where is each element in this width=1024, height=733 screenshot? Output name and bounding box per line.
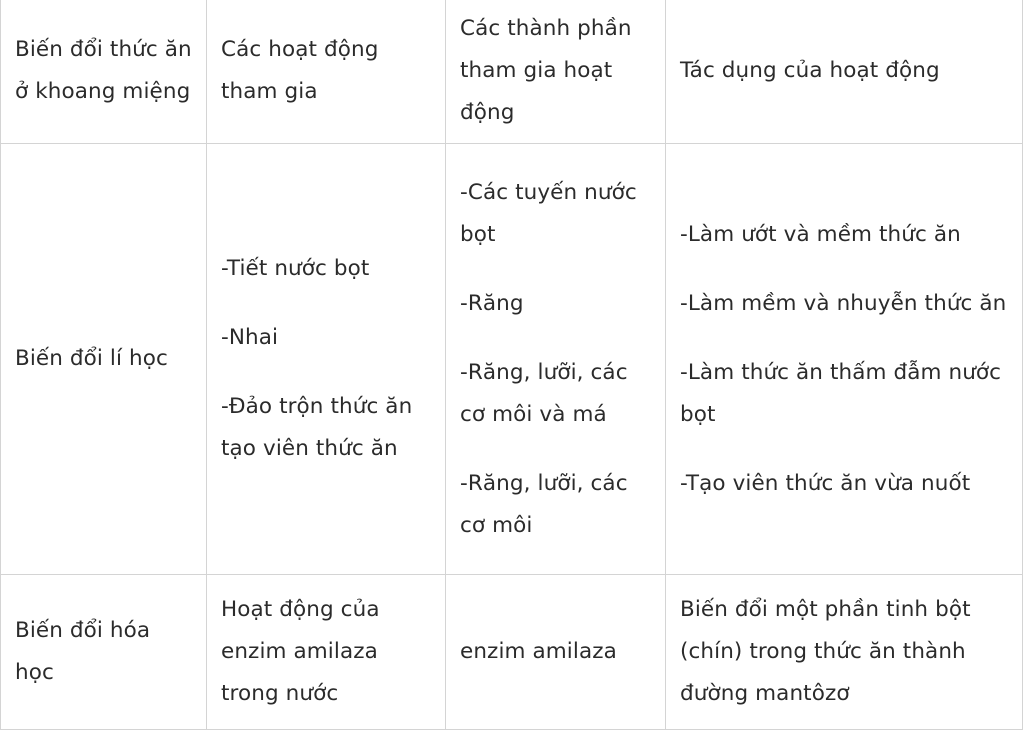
- cell-text: -Răng, lưỡi, các cơ môi: [460, 470, 628, 538]
- cell-text: -Các tuyến nước bọt: [460, 179, 637, 247]
- cell-text: -Răng: [460, 290, 524, 316]
- header-text: Biến đổi thức ăn ở khoang miệng: [15, 37, 192, 104]
- cell-text: -Làm ướt và mềm thức ăn: [680, 221, 961, 247]
- cell-text: Biến đổi hóa học: [15, 618, 151, 685]
- cell-text: Hoạt động của enzim amilaza trong nước: [221, 597, 380, 706]
- cell-text: -Đảo trộn thức ăn tạo viên thức ăn: [221, 394, 413, 461]
- cell-text: Biến đổi một phần tinh bột (chín) trong thức ăn thành đường mantôzơ: [680, 597, 971, 706]
- table-row: [1, 144, 1023, 575]
- table-header-row: [1, 0, 1023, 144]
- cell-text: -Tiết nước bọt: [221, 256, 370, 281]
- cell-text: enzim amilaza: [460, 639, 617, 664]
- table-row: [1, 575, 1023, 730]
- header-cell-effects: [666, 0, 1023, 144]
- cell-text: -Nhai: [221, 325, 279, 350]
- cell-text: -Tạo viên thức ăn vừa nuốt: [680, 470, 971, 496]
- row-type-cell: [1, 144, 207, 575]
- header-text: Các hoạt động tham gia: [221, 37, 379, 104]
- cell-text: -Làm thức ăn thấm đẫm nước bọt: [680, 359, 1002, 427]
- effects-cell: [666, 575, 1023, 730]
- cell-text: -Làm mềm và nhuyễn thức ăn: [680, 290, 1007, 316]
- header-text: Các thành phần tham gia hoạt động: [460, 16, 632, 125]
- cell-text: Biến đổi lí học: [15, 346, 168, 371]
- header-text: Tác dụng của hoạt động: [680, 58, 940, 83]
- header-cell-components: [446, 0, 666, 144]
- effects-cell: [666, 144, 1023, 575]
- activities-cell: [207, 144, 446, 575]
- header-cell-transformation: [1, 0, 207, 144]
- header-cell-activities: [207, 0, 446, 144]
- cell-text: -Răng, lưỡi, các cơ môi và má: [460, 359, 628, 427]
- row-type-cell: [1, 575, 207, 730]
- components-cell: [446, 144, 666, 575]
- components-cell: [446, 575, 666, 730]
- activities-cell: [207, 575, 446, 730]
